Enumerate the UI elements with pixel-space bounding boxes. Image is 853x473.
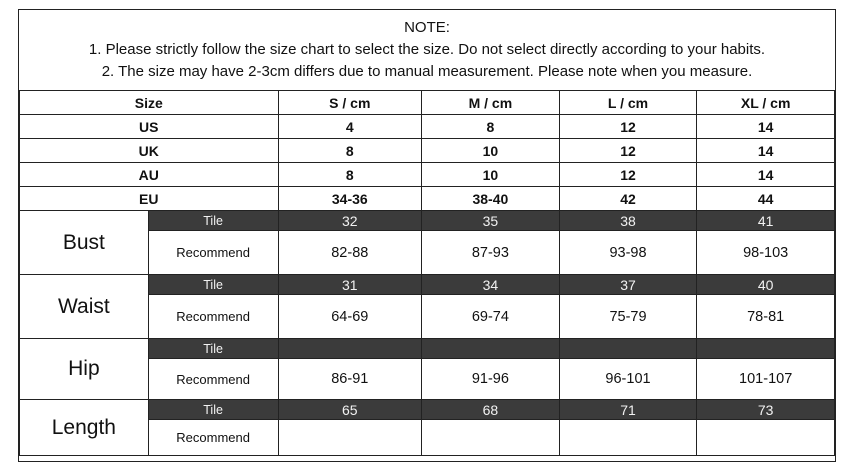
cell: 65 [278,400,422,420]
group-waist: Waist [20,275,149,339]
cell [278,339,422,359]
cell: 14 [697,139,835,163]
label-uk: UK [20,139,279,163]
cell: 8 [422,115,560,139]
header-s: S / cm [278,91,422,115]
cell: 101-107 [697,359,835,400]
cell: 93-98 [559,231,697,275]
cell: 12 [559,115,697,139]
cell: 40 [697,275,835,295]
cell [697,339,835,359]
cell: 44 [697,187,835,211]
cell [422,339,560,359]
cell [278,420,422,456]
cell: 98-103 [697,231,835,275]
cell: 14 [697,115,835,139]
cell: 35 [422,211,560,231]
note-title: NOTE: [404,19,450,36]
cell: 38-40 [422,187,560,211]
size-chart [18,9,836,462]
group-length: Length [20,400,149,456]
recommend-label: Recommend [148,359,278,400]
label-eu: EU [20,187,279,211]
cell: 82-88 [278,231,422,275]
row-au [20,163,835,187]
cell: 37 [559,275,697,295]
cell: 96-101 [559,359,697,400]
label-au: AU [20,163,279,187]
cell: 38 [559,211,697,231]
recommend-label: Recommend [148,420,278,456]
note-block [19,10,835,91]
cell: 87-93 [422,231,560,275]
group-bust: Bust [20,211,149,275]
cell: 69-74 [422,295,560,339]
header-m: M / cm [422,91,560,115]
cell: 10 [422,139,560,163]
cell: 75-79 [559,295,697,339]
cell: 73 [697,400,835,420]
hip-tile-row [20,339,835,359]
note-line-2: 2. The size may have 2-3cm differs due to manual measurement. Please note when you measure. [101,63,753,80]
recommend-label: Recommend [148,295,278,339]
recommend-label: Recommend [148,231,278,275]
header-size: Size [20,91,279,115]
row-uk [20,139,835,163]
header-row [20,91,835,115]
cell: 31 [278,275,422,295]
cell: 78-81 [697,295,835,339]
cell: 8 [278,163,422,187]
cell: 12 [559,163,697,187]
cell: 32 [278,211,422,231]
cell: 41 [697,211,835,231]
tile-label: Tile [148,400,278,420]
cell: 10 [422,163,560,187]
length-tile-row [20,400,835,420]
cell: 8 [278,139,422,163]
cell: 71 [559,400,697,420]
cell [559,339,697,359]
cell: 14 [697,163,835,187]
header-l: L / cm [559,91,697,115]
tile-label: Tile [148,211,278,231]
note-line-1: 1. Please strictly follow the size chart to select the size. Do not select directly according to your habits. [88,41,766,58]
cell [422,420,560,456]
row-us [20,115,835,139]
cell: 68 [422,400,560,420]
cell: 34 [422,275,560,295]
tile-label: Tile [148,339,278,359]
cell: 91-96 [422,359,560,400]
label-us: US [20,115,279,139]
tile-label: Tile [148,275,278,295]
header-xl: XL / cm [697,91,835,115]
group-hip: Hip [20,339,149,400]
cell: 86-91 [278,359,422,400]
cell [559,420,697,456]
waist-tile-row [20,275,835,295]
size-table [19,90,835,456]
cell: 34-36 [278,187,422,211]
cell: 64-69 [278,295,422,339]
row-eu [20,187,835,211]
bust-tile-row [20,211,835,231]
cell: 12 [559,139,697,163]
cell: 4 [278,115,422,139]
cell [697,420,835,456]
cell: 42 [559,187,697,211]
